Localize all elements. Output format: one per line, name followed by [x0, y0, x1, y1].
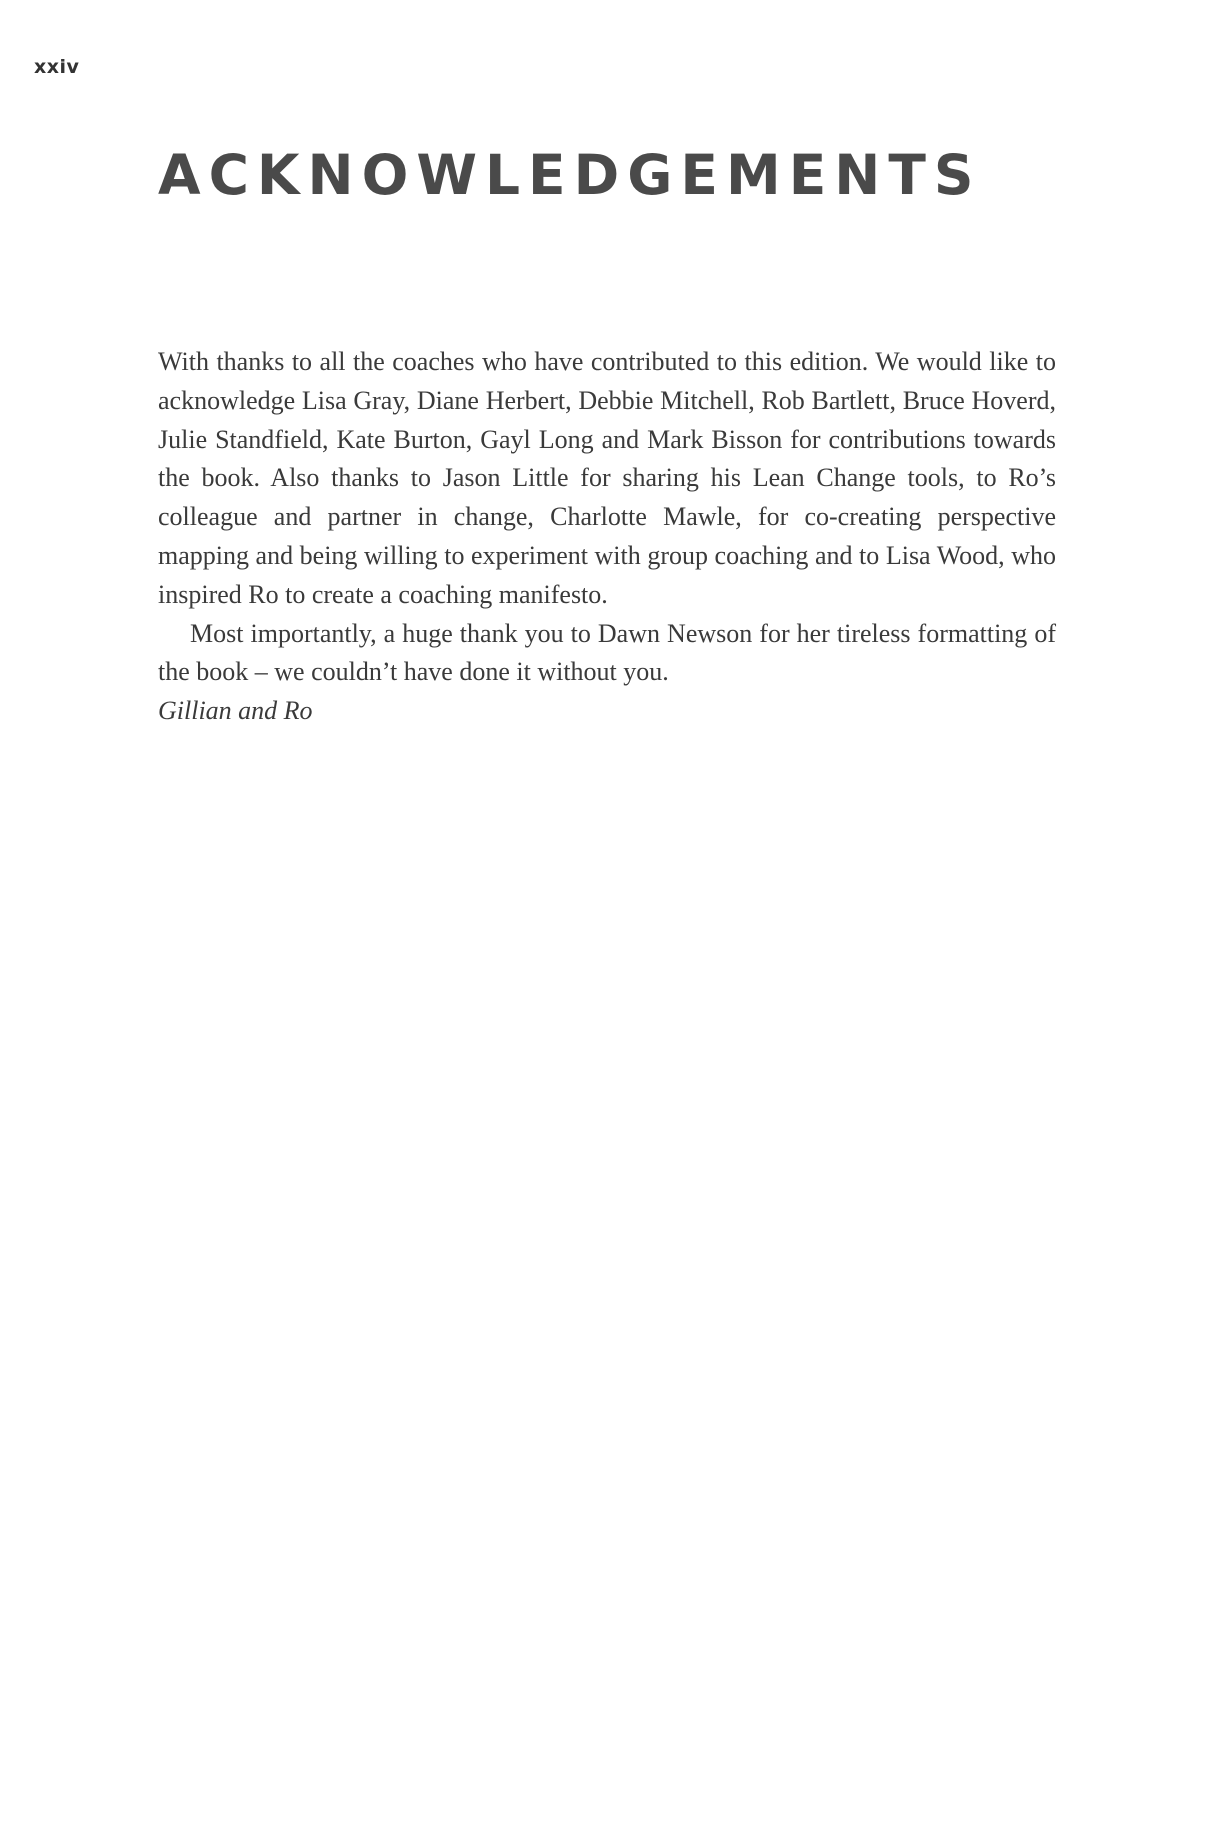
paragraph: Most importantly, a huge thank you to Dawn Newson for her tireless formatting of the book – we couldn’t have done it without you. — [158, 618, 1056, 687]
signature: Gillian and Ro — [158, 696, 313, 726]
chapter-title: ACKNOWLEDGEMENTS — [158, 143, 982, 207]
paragraph: With thanks to all the coaches who have contributed to this edition. We would like to acknowledge Lisa Gray, Diane Herbert, Debbie Mitchell, Rob Bartlett, Bruce Hoverd, Julie Standfield, Kate Burton, Gayl Long and Mark Bisson for contributions towards the book. Also thanks to Jason Little for sharing his Lean Change tools, to Ro’s colleague and partner in change, Charlotte Mawle, for co-creating perspective mapping and being willing to experiment with group coaching and to Lisa Wood, who inspired Ro to create a coaching manifesto. — [158, 347, 1056, 609]
page-number: xxiv — [34, 56, 80, 78]
acknowledgements-body — [158, 343, 1056, 731]
